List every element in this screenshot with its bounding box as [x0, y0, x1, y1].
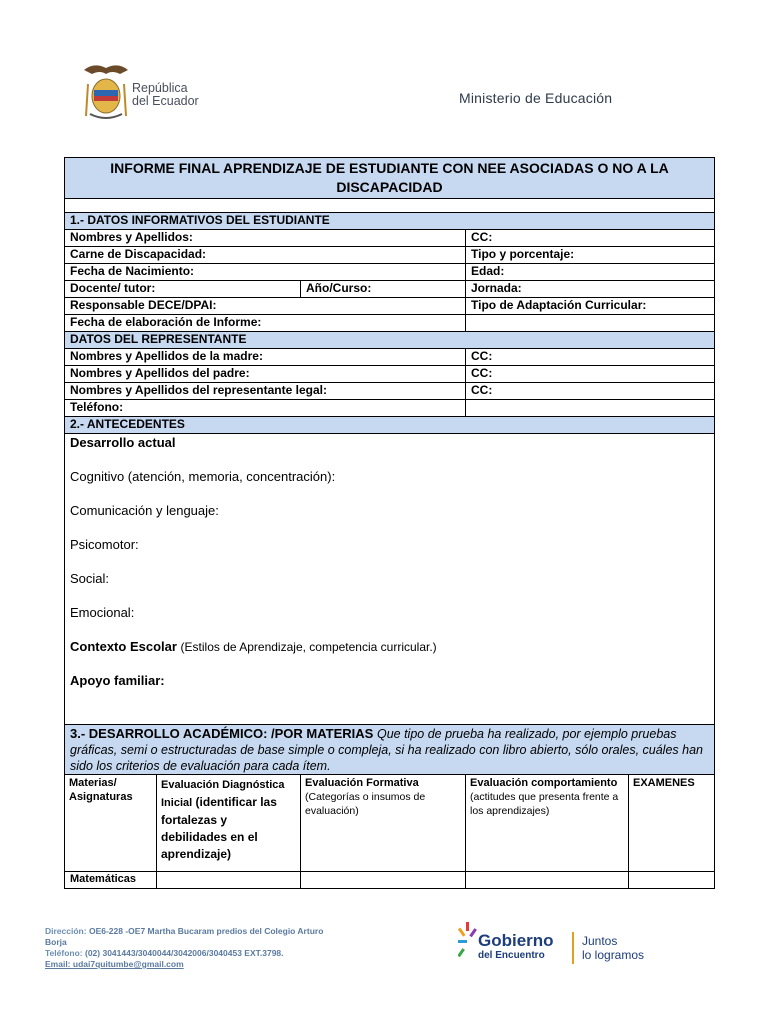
cell-matematicas-diagnostica[interactable] — [157, 872, 301, 889]
logramos-text: lo logramos — [582, 948, 645, 962]
col-examenes: EXAMENES — [629, 775, 715, 872]
logo-text-republica: República — [132, 81, 188, 95]
field-anio-curso[interactable]: Año/Curso: — [301, 281, 466, 298]
section-representative: DATOS DEL REPRESENTANTE — [65, 332, 715, 349]
col-diag-detail: (identificar las fortalezas y debilidades en el aprendizaje) — [161, 795, 277, 861]
field-cc-padre[interactable]: CC: — [466, 366, 715, 383]
cognitivo-label: Cognitivo (atención, memoria, concentración): — [70, 469, 336, 484]
logo-text-ecuador: del Ecuador — [132, 94, 199, 108]
cell-matematicas-formativa[interactable] — [301, 872, 466, 889]
col-comp-detail: (actitudes que presenta frente a los aprendizajes) — [470, 791, 619, 817]
col-form-title: Evaluación Formativa — [305, 777, 419, 789]
field-carne[interactable]: Carne de Discapacidad: — [65, 247, 466, 264]
field-cc-madre[interactable]: CC: — [466, 349, 715, 366]
gobierno-logo — [458, 914, 668, 974]
field-cc-legal[interactable]: CC: — [466, 383, 715, 400]
section-desarrollo-academico — [65, 725, 715, 775]
field-representante-legal[interactable]: Nombres y Apellidos del representante legal: — [65, 383, 466, 400]
field-edad[interactable]: Edad: — [466, 264, 715, 281]
col-evaluacion-diagnostica — [157, 775, 301, 872]
field-jornada[interactable]: Jornada: — [466, 281, 715, 298]
section3-detail: Que tipo de prueba ha realizado, por ejemplo pruebas gráficas, semi o estructuradas de base simple o compleja, si ha realizado con libro abierto, sólo orales, cuáles han sido los criterios de evaluación para cada ítem. — [70, 727, 703, 773]
field-nombres[interactable]: Nombres y Apellidos: — [65, 230, 466, 247]
email-value[interactable]: udai7quitumbe@gmail.com — [72, 959, 184, 969]
field-responsable[interactable]: Responsable DECE/DPAI: — [65, 298, 466, 315]
field-padre[interactable]: Nombres y Apellidos del padre: — [65, 366, 466, 383]
gobierno-text: Gobierno — [478, 931, 554, 950]
gobierno-burst-icon — [458, 922, 478, 962]
juntos-logramos — [582, 934, 644, 962]
footer-contact — [45, 926, 325, 970]
republica-logo — [80, 62, 220, 124]
field-telefono[interactable]: Teléfono: — [65, 400, 466, 417]
contexto-escolar-detail: (Estilos de Aprendizaje, competencia curricular.) — [180, 640, 437, 654]
logo-divider — [572, 932, 574, 964]
juntos-text: Juntos — [582, 934, 618, 948]
form-title: INFORME FINAL APRENDIZAJE DE ESTUDIANTE CON NEE ASOCIADAS O NO A LA DISCAPACIDAD — [65, 158, 715, 199]
ministry-title: Ministerio de Educación — [459, 90, 613, 106]
col-materias: Materias/ Asignaturas — [65, 775, 157, 872]
emocional-label: Emocional: — [70, 605, 135, 620]
footer-telefono — [45, 948, 325, 959]
gobierno-subtext: del Encuentro — [478, 950, 545, 961]
footer-email[interactable] — [45, 959, 325, 970]
cell-matematicas-examenes[interactable] — [629, 872, 715, 889]
col-diag-title: Evaluación Diagnóstica Inicial — [161, 779, 285, 809]
col-evaluacion-formativa — [301, 775, 466, 872]
telefono-label: Teléfono: — [45, 948, 83, 958]
ecuador-coat-of-arms-icon — [80, 62, 132, 124]
comunicacion-label: Comunicación y lenguaje: — [70, 503, 219, 518]
report-form — [64, 157, 715, 889]
direccion-value: OE6-228 -OE7 Martha Bucaram predios del Colegio Arturo Borja — [45, 926, 324, 947]
direccion-label: Dirección: — [45, 926, 87, 936]
psicomotor-label: Psicomotor: — [70, 537, 139, 552]
field-adaptacion[interactable]: Tipo de Adaptación Curricular: — [466, 298, 715, 315]
field-cc[interactable]: CC: — [466, 230, 715, 247]
footer-direccion — [45, 926, 325, 948]
cell-matematicas-comportamiento[interactable] — [466, 872, 629, 889]
field-telefono-value[interactable] — [466, 400, 715, 417]
field-docente[interactable]: Docente/ tutor: — [65, 281, 301, 298]
section3-title: 3.- DESARROLLO ACADÉMICO: /POR MATERIAS — [70, 726, 374, 741]
apoyo-familiar-label: Apoyo familiar: — [70, 673, 165, 688]
field-fecha-informe[interactable]: Fecha de elaboración de Informe: — [65, 315, 466, 332]
desarrollo-actual-label: Desarrollo actual — [70, 435, 176, 450]
antecedentes-box[interactable] — [65, 434, 715, 725]
field-fecha-informe-value[interactable] — [466, 315, 715, 332]
spacer-row — [65, 199, 715, 213]
section-antecedentes: 2.- ANTECEDENTES — [65, 417, 715, 434]
row-matematicas-label: Matemáticas — [65, 872, 157, 889]
contexto-escolar-label — [70, 638, 709, 655]
social-label: Social: — [70, 571, 110, 586]
field-madre[interactable]: Nombres y Apellidos de la madre: — [65, 349, 466, 366]
section-student-data: 1.- DATOS INFORMATIVOS DEL ESTUDIANTE — [65, 213, 715, 230]
col-comp-title: Evaluación comportamiento — [470, 777, 618, 789]
email-label: Email: — [45, 959, 71, 969]
col-form-detail: (Categorías o insumos de evaluación) — [305, 791, 426, 817]
col-evaluacion-comportamiento — [466, 775, 629, 872]
field-tipo-porcentaje[interactable]: Tipo y porcentaje: — [466, 247, 715, 264]
contexto-escolar-title: Contexto Escolar — [70, 639, 177, 654]
field-fecha-nacimiento[interactable]: Fecha de Nacimiento: — [65, 264, 466, 281]
telefono-value: (02) 3041443/3040044/3042006/3040453 EXT.3798. — [85, 948, 284, 958]
